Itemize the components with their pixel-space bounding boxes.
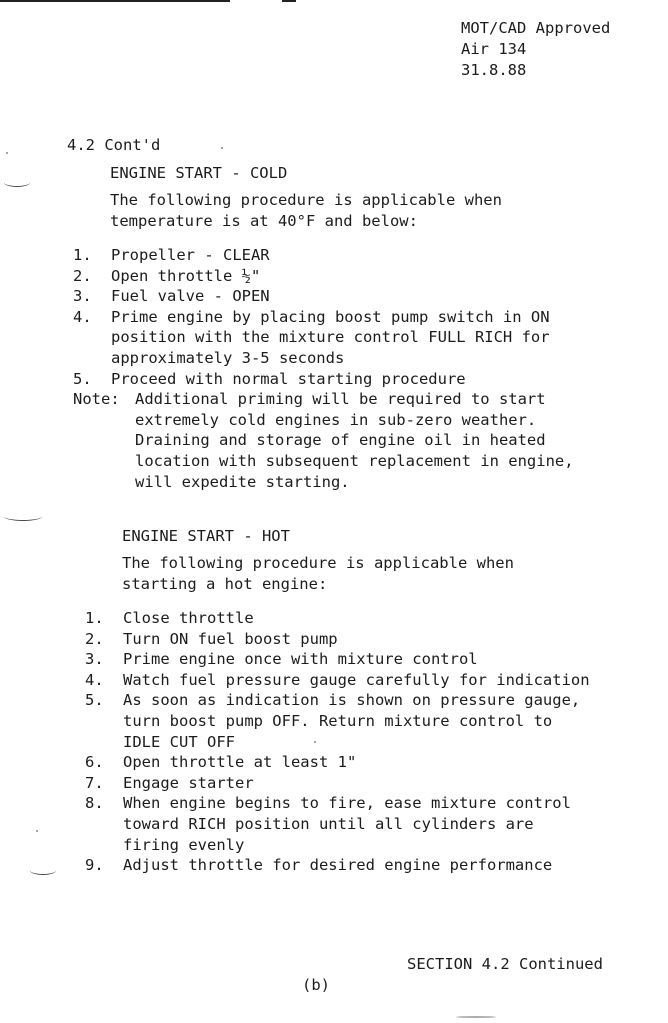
list-item — [85, 793, 590, 855]
step-number: 8. — [85, 794, 104, 813]
note-text: Draining and storage of engine oil in heated — [135, 431, 546, 450]
list-item — [85, 773, 590, 794]
step-number: 1. — [85, 609, 104, 627]
top-rule-fragment — [282, 0, 296, 2]
hot-intro-line: The following procedure is applicable when — [122, 554, 514, 572]
step-number: 4. — [85, 670, 104, 689]
step-text: toward RICH position until all cylinders are — [123, 814, 534, 833]
step-text: Adjust throttle for desired engine performance — [123, 856, 553, 875]
step-text: Proceed with normal starting procedure — [111, 369, 466, 388]
note-label: Note: — [73, 390, 120, 409]
list-item — [85, 608, 590, 629]
note-text: extremely cold engines in sub-zero weather. — [135, 410, 537, 429]
note-text: location with subsequent replacement in engine, — [135, 451, 574, 470]
list-item — [73, 245, 574, 266]
scan-dot — [36, 830, 38, 832]
step-number: 1. — [73, 246, 92, 264]
scan-dot — [314, 741, 316, 743]
hot-heading: ENGINE START - HOT — [122, 527, 290, 545]
scan-mark — [4, 178, 30, 187]
step-number: 3. — [73, 287, 92, 306]
cold-steps — [73, 245, 574, 492]
step-text: approximately 3-5 seconds — [111, 348, 345, 367]
list-item — [85, 752, 590, 773]
step-text: position with the mixture control FULL RICH for — [111, 328, 550, 347]
note-text: Additional priming will be required to start — [135, 390, 546, 409]
step-text: Open throttle ½" — [111, 266, 261, 285]
cold-intro-line: temperature is at 40°F and below: — [110, 212, 418, 230]
page-number: (b) — [302, 976, 330, 994]
cold-intro-line: The following procedure is applicable when — [110, 191, 502, 209]
step-number: 3. — [85, 650, 104, 669]
hot-intro-line: starting a hot engine: — [122, 575, 328, 593]
list-item — [73, 286, 574, 307]
list-item — [73, 307, 574, 369]
top-rule — [0, 0, 230, 2]
step-text: IDLE CUT OFF — [123, 732, 235, 751]
step-number: 7. — [85, 773, 104, 792]
hot-intro — [122, 553, 514, 595]
step-number: 2. — [85, 629, 104, 648]
step-text: firing evenly — [123, 835, 245, 854]
section-continued-footer: SECTION 4.2 Continued — [407, 955, 603, 973]
step-number: 2. — [73, 266, 92, 285]
section-continued-heading: 4.2 Cont'd — [67, 136, 161, 154]
scan-dot — [6, 152, 8, 154]
cold-note — [73, 389, 574, 492]
step-number: 9. — [85, 856, 104, 875]
list-item — [85, 629, 590, 650]
approval-ref: Air 134 — [461, 40, 527, 58]
step-number: 5. — [73, 369, 92, 388]
approval-date: 31.8.88 — [461, 61, 527, 79]
step-text: Prime engine once with mixture control — [123, 650, 478, 669]
list-item — [73, 369, 574, 390]
step-text: Open throttle at least 1" — [123, 753, 357, 772]
step-text: Prime engine by placing boost pump switch in ON — [111, 307, 550, 326]
scan-mark — [4, 512, 42, 521]
scan-smudge — [456, 1016, 496, 1018]
scan-mark — [30, 866, 56, 875]
hot-steps — [85, 608, 590, 876]
scan-dot — [221, 147, 223, 149]
list-item — [85, 670, 590, 691]
step-text: When engine begins to fire, ease mixture control — [123, 794, 571, 813]
step-number: 4. — [73, 307, 92, 326]
list-item — [73, 266, 574, 287]
list-item — [85, 855, 590, 876]
list-item — [85, 649, 590, 670]
step-text: Watch fuel pressure gauge carefully for indication — [123, 670, 590, 689]
step-number: 5. — [85, 691, 104, 710]
step-text: Engage starter — [123, 773, 254, 792]
approval-text: MOT/CAD Approved — [461, 19, 611, 37]
cold-heading: ENGINE START - COLD — [110, 164, 288, 182]
list-item — [85, 690, 590, 752]
step-number: 6. — [85, 753, 104, 772]
step-text: Close throttle — [123, 609, 254, 627]
step-text: Turn ON fuel boost pump — [123, 629, 338, 648]
step-text: As soon as indication is shown on pressure gauge, — [123, 691, 581, 710]
approval-header — [461, 18, 610, 81]
cold-intro — [110, 190, 502, 232]
step-text: Fuel valve - OPEN — [111, 287, 270, 306]
step-text: Propeller - CLEAR — [111, 246, 270, 264]
note-text: will expedite starting. — [135, 472, 350, 491]
step-text: turn boost pump OFF. Return mixture control to — [123, 711, 553, 730]
